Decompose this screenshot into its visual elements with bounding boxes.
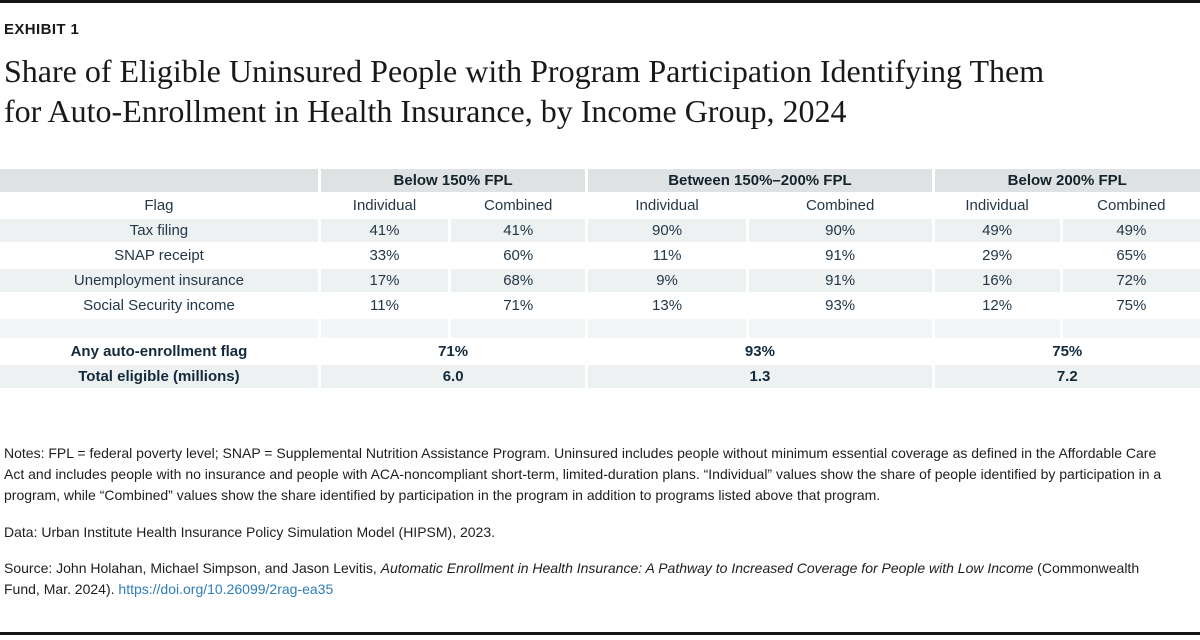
table-cell: 41% — [448, 219, 585, 244]
group-header-below-150-fpl: Below 150% FPL — [318, 169, 585, 194]
table-row-social-security-income — [0, 294, 1200, 319]
page-title — [4, 51, 1196, 131]
spacer-cell — [932, 319, 1060, 340]
summary-cell: 93% — [585, 340, 931, 365]
source-suffix: (Commonwealth Fund, Mar. 2024). — [4, 560, 1140, 597]
column-header-flag: Flag — [0, 194, 318, 219]
table-cell: 68% — [448, 269, 585, 294]
column-header-combined: Combined — [746, 194, 932, 219]
table-cell: 65% — [1060, 244, 1200, 269]
table-cell: 90% — [746, 219, 932, 244]
spacer-cell — [318, 319, 448, 340]
row-label: Tax filing — [0, 219, 318, 244]
table-cell: 16% — [932, 269, 1060, 294]
column-header-individual: Individual — [932, 194, 1060, 219]
subheader-row — [0, 194, 1200, 219]
table-cell: 12% — [932, 294, 1060, 319]
table-cell: 93% — [746, 294, 932, 319]
table-cell: 49% — [932, 219, 1060, 244]
group-header-between-150-200-fpl: Between 150%–200% FPL — [585, 169, 931, 194]
row-label: Unemployment insurance — [0, 269, 318, 294]
table-cell: 91% — [746, 269, 932, 294]
corner-cell — [0, 169, 318, 194]
source-publication-title: Automatic Enrollment in Health Insurance: A Pathway to Increased Coverage for People with Low Income — [380, 560, 1034, 576]
group-header-row — [0, 169, 1200, 194]
table-cell: 91% — [746, 244, 932, 269]
summary-cell: 71% — [318, 340, 585, 365]
spacer-cell — [746, 319, 932, 340]
table-row-total-eligible-millions — [0, 365, 1200, 390]
column-header-combined: Combined — [448, 194, 585, 219]
row-label: Total eligible (millions) — [0, 365, 318, 390]
table-cell: 9% — [585, 269, 745, 294]
table-cell: 41% — [318, 219, 448, 244]
group-header-below-200-fpl: Below 200% FPL — [932, 169, 1200, 194]
exhibit-table — [0, 169, 1200, 390]
table-row-tax-filing — [0, 219, 1200, 244]
row-label: Any auto-enrollment flag — [0, 340, 318, 365]
bottom-rule — [0, 632, 1200, 635]
table-cell: 72% — [1060, 269, 1200, 294]
column-header-combined: Combined — [1060, 194, 1200, 219]
summary-cell: 6.0 — [318, 365, 585, 390]
column-header-individual: Individual — [585, 194, 745, 219]
table-cell: 71% — [448, 294, 585, 319]
table-cell: 11% — [318, 294, 448, 319]
table-row-any-auto-enrollment-flag — [0, 340, 1200, 365]
title-line-1: Share of Eligible Uninsured People with Program Participation Identifying Them — [4, 53, 1045, 89]
table-cell: 17% — [318, 269, 448, 294]
spacer-cell — [448, 319, 585, 340]
data-source-line: Data: Urban Institute Health Insurance Policy Simulation Model (HIPSM), 2023. — [4, 524, 496, 540]
spacer-row — [0, 319, 1200, 340]
spacer-cell — [0, 319, 318, 340]
table-row-unemployment-insurance — [0, 269, 1200, 294]
table-cell: 11% — [585, 244, 745, 269]
notes-text: Notes: FPL = federal poverty level; SNAP = Supplemental Nutrition Assistance Program. Uninsured includes people without minimum essential coverage as defined in the Affordable Care Act and includes people with no insurance and people with ACA-noncompliant short-term, limited-duration plans. “Individual” values show the share of people identified by participation in a program, while “Combined” values show the share identified by participation in the program in addition to programs listed above that program. — [4, 445, 1162, 503]
summary-cell: 1.3 — [585, 365, 931, 390]
spacer-cell — [1060, 319, 1200, 340]
column-header-individual: Individual — [318, 194, 448, 219]
spacer-cell — [585, 319, 745, 340]
table-cell: 49% — [1060, 219, 1200, 244]
doi-link[interactable]: https://doi.org/10.26099/2rag-ea35 — [118, 581, 334, 597]
source-line — [4, 558, 1162, 600]
table-cell: 29% — [932, 244, 1060, 269]
exhibit-label: EXHIBIT 1 — [4, 21, 80, 38]
table-cell: 33% — [318, 244, 448, 269]
table-cell: 75% — [1060, 294, 1200, 319]
row-label: SNAP receipt — [0, 244, 318, 269]
title-line-2: for Auto-Enrollment in Health Insurance, by Income Group, 2024 — [4, 93, 847, 129]
table-row-snap-receipt — [0, 244, 1200, 269]
row-label: Social Security income — [0, 294, 318, 319]
summary-cell: 7.2 — [932, 365, 1200, 390]
source-prefix: Source: John Holahan, Michael Simpson, and Jason Levitis, — [4, 560, 381, 576]
summary-cell: 75% — [932, 340, 1200, 365]
table-cell: 13% — [585, 294, 745, 319]
table-cell: 60% — [448, 244, 585, 269]
top-rule — [0, 0, 1200, 3]
table-cell: 90% — [585, 219, 745, 244]
